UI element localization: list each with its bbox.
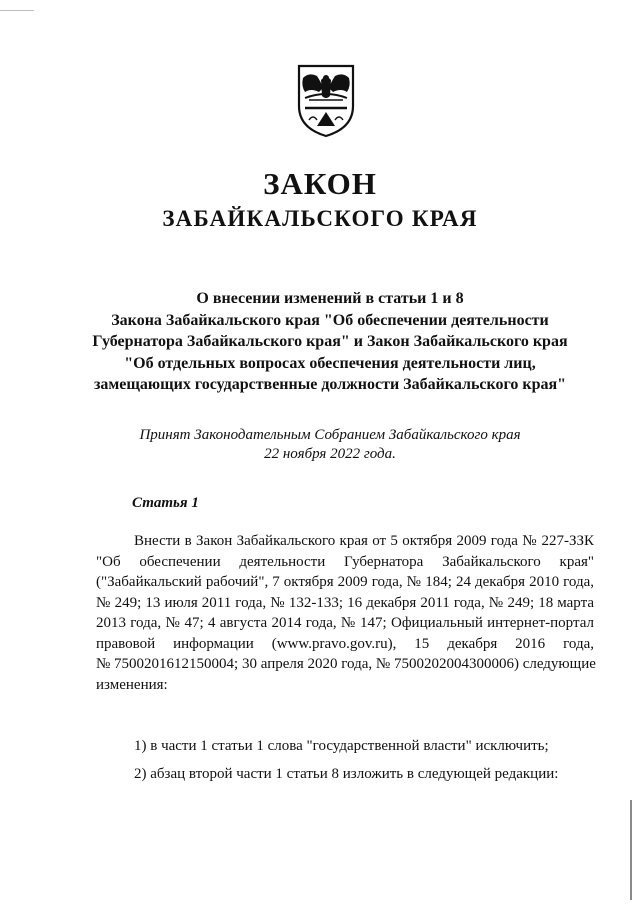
adoption-note [60, 426, 600, 464]
article-heading: Статья 1 [132, 495, 199, 511]
law-region: ЗАБАЙКАЛЬСКОГО КРАЯ [162, 206, 478, 231]
adoption-date: 22 ноября 2022 года. [264, 446, 396, 462]
paragraph-line: "Об обеспечении деятельности Губернатора Забайкальского края" [96, 553, 594, 570]
coat-of-arms-icon [295, 62, 357, 138]
list-item: 1) в части 1 статьи 1 слова "государственной власти" исключить; [134, 738, 549, 754]
paragraph-line: правовой информации (www.pravo.gov.ru), 15 декабря 2016 года, [96, 635, 594, 652]
adoption-body: Принят Законодательным Собранием Забайкальского края [139, 427, 521, 443]
list-item: 2) абзац второй части 1 статьи 8 изложить в следующей редакции: [134, 766, 559, 782]
paragraph-line: изменения: [96, 676, 168, 693]
subject-line: замещающих государственные должности Забайкальского края" [93, 376, 567, 393]
paragraph-line: № 7500201612150004; 30 апреля 2020 года, № 7500202004300006) следующие [96, 656, 596, 672]
subject-line: "Об отдельных вопросах обеспечения деятельности лиц, [124, 354, 536, 372]
subject-line: Закона Забайкальского края "Об обеспечении деятельности [111, 311, 549, 329]
paragraph-line: № 249; 13 июля 2011 года, № 132-133; 16 декабря 2011 года, № 249; 18 марта [96, 594, 594, 611]
paragraph-line: ("Забайкальский рабочий", 7 октября 2009 года, № 184; 24 декабря 2010 года, [96, 574, 594, 590]
paragraph-line: 2013 года, № 47; 4 августа 2014 года, № 147; Официальный интернет-портал [96, 615, 594, 631]
scan-artifact-line [0, 10, 34, 11]
article-paragraph [96, 531, 594, 695]
subject-line: О внесении изменений в статьи 1 и 8 [196, 290, 464, 307]
law-subject [60, 288, 600, 396]
law-title: ЗАКОН [263, 166, 377, 201]
paragraph-line: Внести в Закон Забайкальского края от 5 октября 2009 года № 227-ЗЗК [134, 533, 594, 549]
subject-line: Губернатора Забайкальского края" и Закон Забайкальского края [92, 333, 568, 350]
scan-artifact-edge [630, 800, 632, 900]
